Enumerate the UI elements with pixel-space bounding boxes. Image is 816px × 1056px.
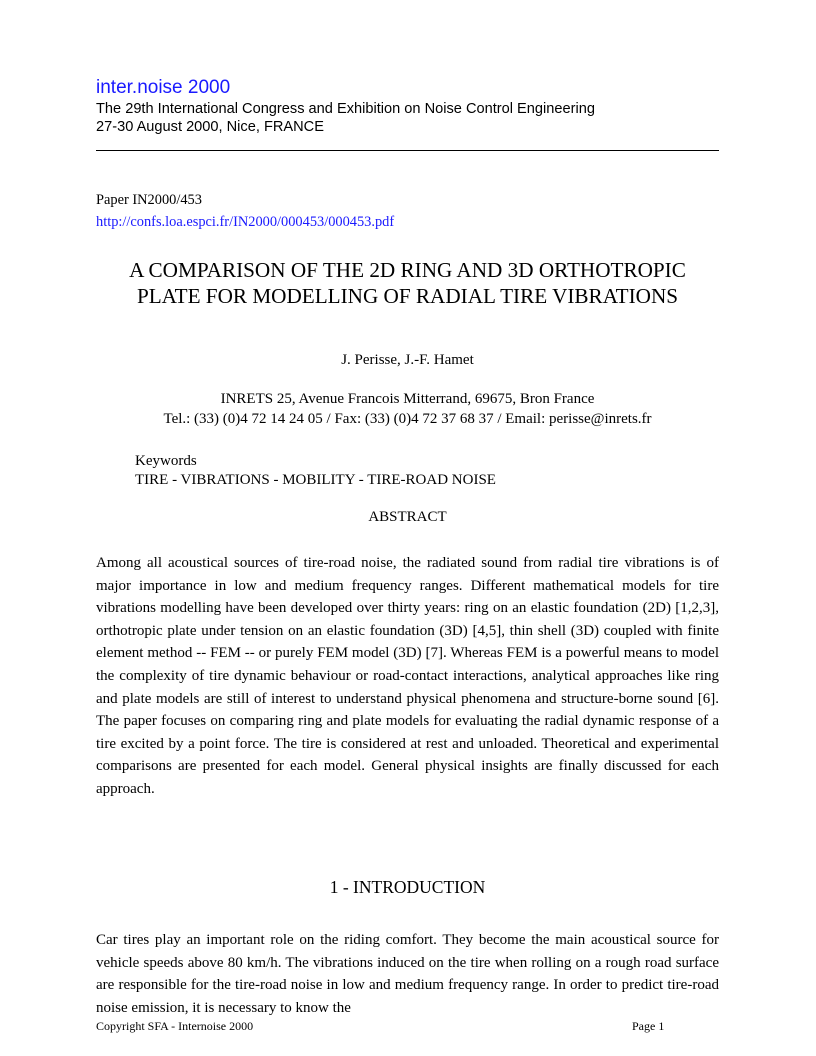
affiliation-address: INRETS 25, Avenue Francois Mitterrand, 69675, Bron France <box>220 391 595 407</box>
keywords-block <box>135 452 496 490</box>
abstract-heading: ABSTRACT <box>368 509 447 525</box>
footer-page-number: Page 1 <box>632 1019 665 1033</box>
footer-copyright: Copyright SFA - Internoise 2000 <box>96 1019 254 1033</box>
conference-subtitle-line1: The 29th International Congress and Exhibition on Noise Control Engineering <box>96 101 595 117</box>
conference-subtitle-line2: 27-30 August 2000, Nice, FRANCE <box>96 119 324 135</box>
paper-authors: J. Perisse, J.-F. Hamet <box>341 352 474 368</box>
paper-title: A COMPARISON OF THE 2D RING AND 3D ORTHOTROPIC PLATE FOR MODELLING OF RADIAL TIRE VIBRATIONS <box>129 258 686 308</box>
affiliation <box>96 389 719 429</box>
keywords-list: TIRE - VIBRATIONS - MOBILITY - TIRE-ROAD NOISE <box>135 472 496 488</box>
paper-id: Paper IN2000/453 <box>96 192 202 208</box>
conference-name: inter.noise 2000 <box>96 77 231 98</box>
introduction-heading: 1 - INTRODUCTION <box>329 877 486 897</box>
abstract-text: Among all acoustical sources of tire-road noise, the radiated sound from radial tire vibrations is of major importance in low and medium frequency ranges. Different mathematical models for tire vibrations modelling have been developed over thirty years: ring on an elastic foundation (2D) [1,2,3], orthotropic plate under tension on an elastic foundation (3D) [4,5], thin shell (3D) coupled with finite element method -- FEM -- or purely FEM model (3D) [7]. Whereas FEM is a powerful means to model the complexity of tire dynamic behaviour or road-contact interactions, analytical approaches like ring and plate models are still of interest to understand physical phenomena and structure-borne sound [6]. The paper focuses on comparing ring and plate models for evaluating the radial dynamic response of a tire excited by a point force. The tire is considered at rest and unloaded. Theoretical and experimental comparisons are presented for each model. General physical insights are finally discussed for each approach. <box>96 555 719 797</box>
header-divider <box>96 150 719 151</box>
conference-subtitle <box>96 100 595 136</box>
paper-url-link[interactable]: http://confs.loa.espci.fr/IN2000/000453/000453.pdf <box>96 214 395 230</box>
affiliation-contact: Tel.: (33) (0)4 72 14 24 05 / Fax: (33) (0)4 72 37 68 37 / Email: perisse@inrets.fr <box>163 411 652 427</box>
keywords-label: Keywords <box>135 453 197 469</box>
introduction-text: Car tires play an important role on the riding comfort. They become the main acoustical source for vehicle speeds above 80 km/h. The vibrations induced on the tire when rolling on a rough road surface are responsible for the tire-road noise in low and medium frequency range. In order to predict tire-road noise emission, it is necessary to know the <box>96 932 719 1016</box>
